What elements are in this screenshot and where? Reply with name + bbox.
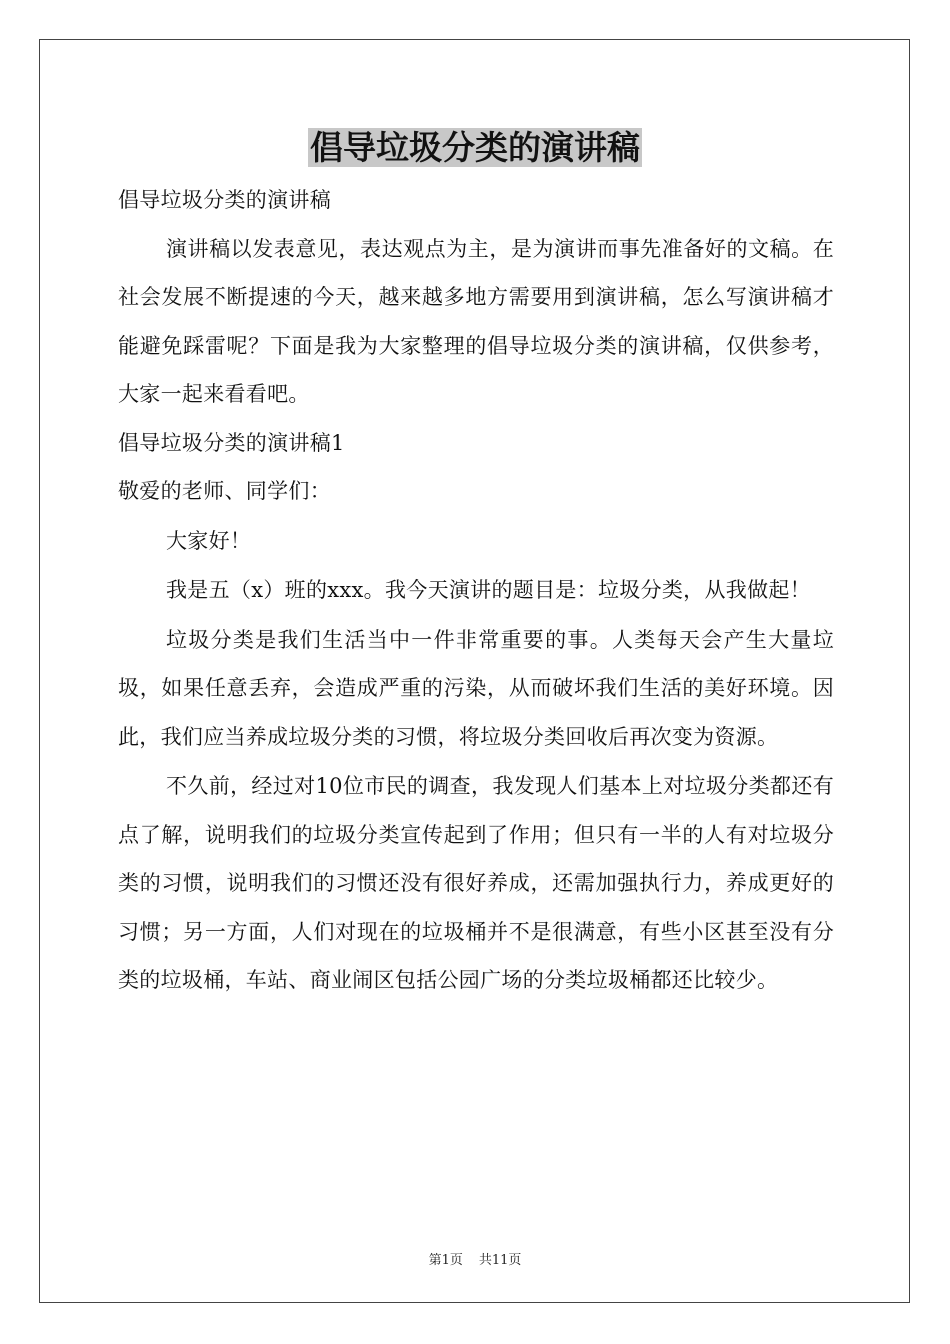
document-title-text: 倡导垃圾分类的演讲稿 [310, 128, 640, 167]
paragraph-intro: 演讲稿以发表意见，表达观点为主，是为演讲而事先准备好的文稿。在社会发展不断提速的今天，越来越多地方需要用到演讲稿，怎么写演讲稿才能避免踩雷呢？下面是我为大家整理的倡导垃圾分类的演讲稿，仅供参考，大家一起来看看吧。 [118, 236, 834, 406]
paragraph-heading: 倡导垃圾分类的演讲稿 [118, 188, 331, 212]
paragraph-greeting: 大家好！ [166, 528, 252, 553]
paragraph-salutation: 敬爱的老师、同学们： [118, 479, 331, 503]
page-total: 共11页 [478, 1253, 522, 1268]
paragraph-self-introduction: 我是五（x）班的xxx。我今天演讲的题目是：垃圾分类，从我做起！ [166, 578, 811, 602]
document-body [118, 176, 834, 1005]
page-number: 第1页 [428, 1253, 463, 1268]
paragraph-section-title: 倡导垃圾分类的演讲稿1 [118, 430, 345, 455]
paragraph-importance: 垃圾分类是我们生活当中一件非常重要的事。人类每天会产生大量垃圾，如果任意丢弃，会造成严重的污染，从而破坏我们生活的美好环境。因此，我们应当养成垃圾分类的习惯，将垃圾分类回收后再次变为资源。 [118, 627, 834, 749]
document-title [0, 124, 950, 172]
paragraph-survey: 不久前，经过对10位市民的调查，我发现人们基本上对垃圾分类都还有点了解，说明我们的垃圾分类宣传起到了作用；但只有一半的人有对垃圾分类的习惯，说明我们的习惯还没有很好养成，还需加强执行力，养成更好的习惯；另一方面，人们对现在的垃圾桶并不是很满意，有些小区甚至没有分类的垃圾桶，车站、商业闹区包括公园广场的分类垃圾桶都还比较少。 [118, 774, 834, 992]
page-footer [0, 1249, 950, 1268]
